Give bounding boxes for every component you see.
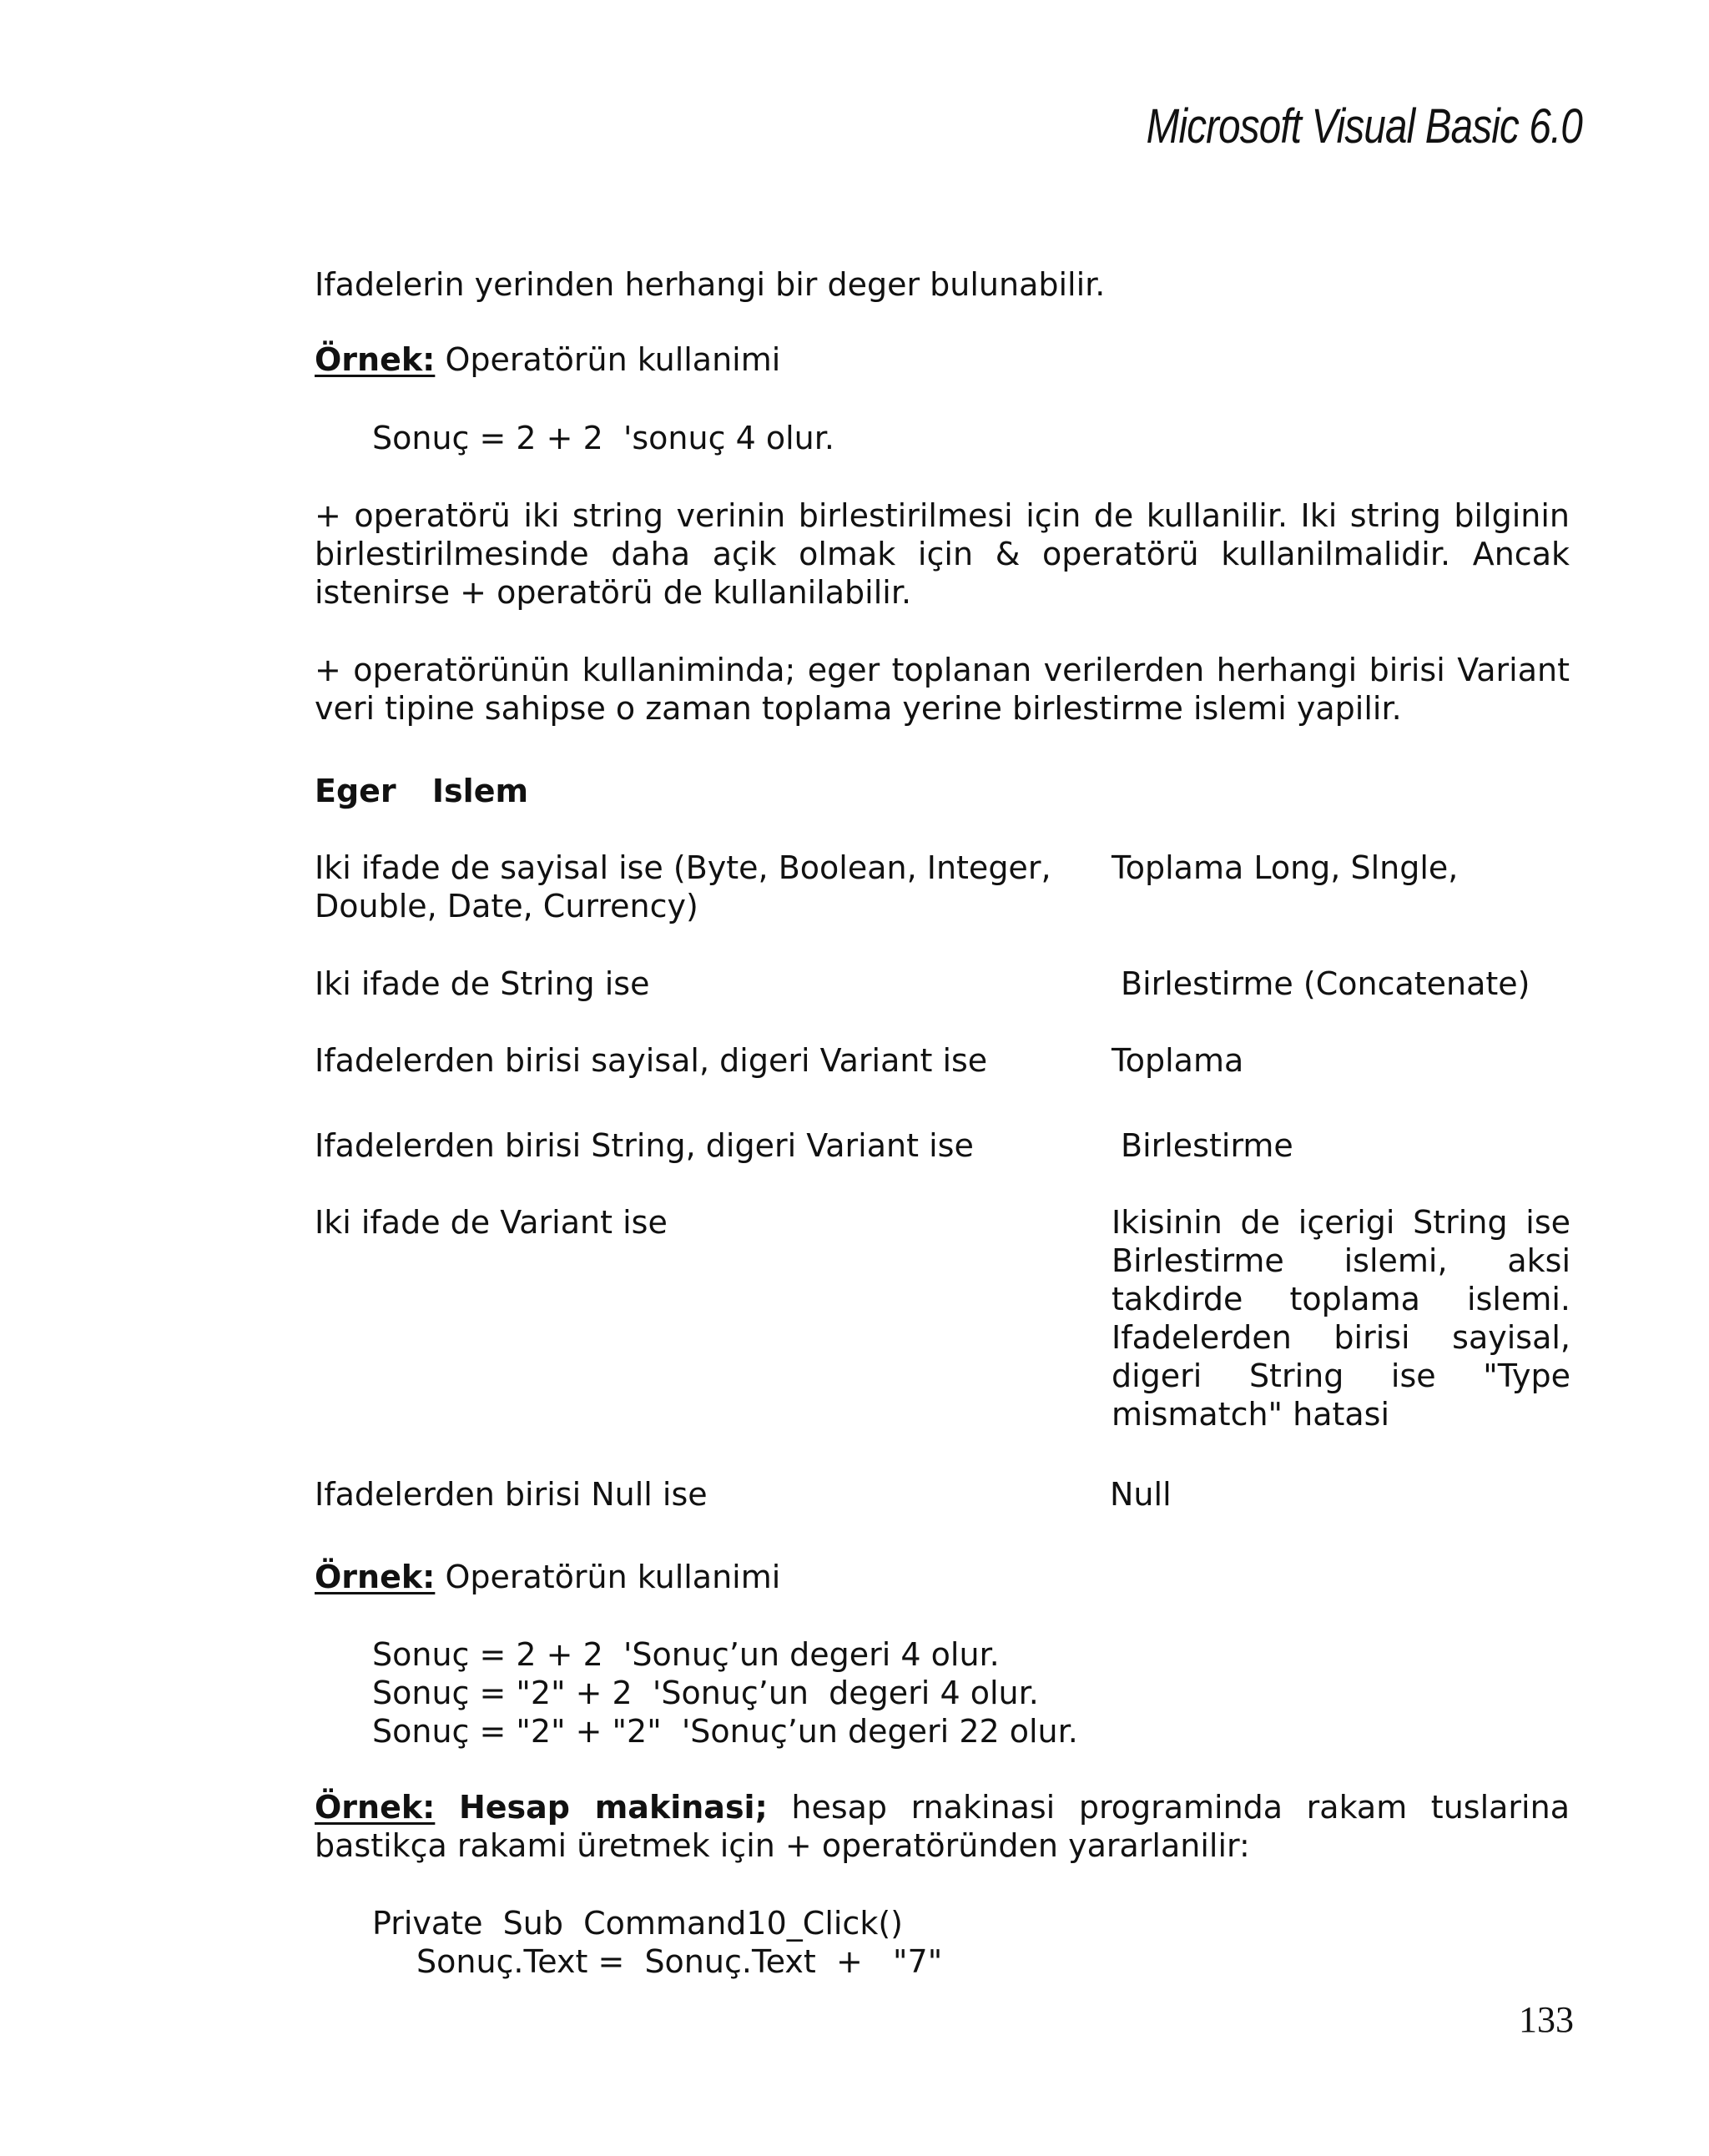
table-header: [315, 772, 1570, 810]
example-1-heading: [315, 340, 1570, 379]
table-row-3-result: Toplama: [1112, 1042, 1244, 1079]
example-3-text: hesap rnakinasi programinda rakam tuslarina bastikça rakami üretmek için + operatöründen yararlanilir:: [315, 1789, 1570, 1864]
table-row-4-result: Birlestirme: [1121, 1127, 1293, 1164]
table-row-4-condition: Ifadelerden birisi String, digeri Variant ise: [315, 1127, 974, 1164]
example-2-code-line-3: Sonuç = "2" + "2" 'Sonuç’un degeri 22 olur.: [372, 1713, 1078, 1750]
table-row-5-result: Ikisinin de içerigi String ise Birlestirme islemi, aksi takdirde toplama islemi. Ifadelerden birisi sayisal, digeri String ise "Type mismatch" hatasi: [1112, 1204, 1570, 1433]
paragraph-plus-operator: + operatörü iki string verinin birlestirilmesi için de kullanilir. Iki string bilginin birlestirilmesinde daha açik olmak için & operatörü kullanilmalidir. Ancak istenirse + operatörü de kullanilabilir.: [315, 497, 1570, 611]
example-2-label: Örnek:: [315, 1559, 436, 1595]
intro-paragraph: Ifadelerin yerinden herhangi bir deger bulunabilir.: [315, 266, 1106, 303]
example-2-code-line-1: Sonuç = 2 + 2 'Sonuç’un degeri 4 olur.: [372, 1636, 1000, 1673]
table-row-1-result: Toplama Long, Slngle,: [1112, 849, 1459, 886]
example-1-title: Operatörün kullanimi: [445, 341, 781, 378]
example-1-label: Örnek:: [315, 341, 436, 378]
table-row-5-condition: Iki ifade de Variant ise: [315, 1204, 668, 1241]
table-row-2-condition: Iki ifade de String ise: [315, 965, 650, 1002]
table-header-result: Islem: [431, 773, 529, 809]
example-3-code-line-1: Private Sub Command10_Click(): [372, 1905, 903, 1942]
example-1-code: Sonuç = 2 + 2 'sonuç 4 olur.: [372, 420, 834, 456]
table-row-3-condition: Ifadelerden birisi sayisal, digeri Variant ise: [315, 1042, 988, 1079]
paragraph-variant-note: + operatörünün kullaniminda; eger toplanan verilerden herhangi birisi Variant veri tipine sahipse o zaman toplama yerine birlestirme islemi yapilir.: [315, 652, 1570, 727]
example-2-heading: [315, 1558, 1570, 1596]
example-2-code-line-2: Sonuç = "2" + 2 'Sonuç’un degeri 4 olur.: [372, 1675, 1039, 1711]
example-3-title: Hesap makinasi;: [458, 1789, 768, 1826]
running-header: Microsoft Visual Basic 6.0: [1146, 99, 1582, 154]
table-row-6-result: Null: [1110, 1476, 1172, 1513]
example-2-title: Operatörün kullanimi: [445, 1559, 781, 1595]
example-3-label: Örnek:: [315, 1789, 436, 1826]
table-row-6-condition: Ifadelerden birisi Null ise: [315, 1476, 708, 1513]
table-row-2-result: Birlestirme (Concatenate): [1121, 965, 1530, 1002]
example-3-paragraph: [315, 1788, 1570, 1865]
table-row-1-condition: Iki ifade de sayisal ise (Byte, Boolean, Integer, Double, Date, Currency): [315, 849, 1051, 924]
example-3-code-line-2: Sonuç.Text = Sonuç.Text + "7": [416, 1943, 943, 1980]
page-number: 133: [1519, 1999, 1574, 2040]
table-header-condition: Eger: [315, 773, 396, 809]
